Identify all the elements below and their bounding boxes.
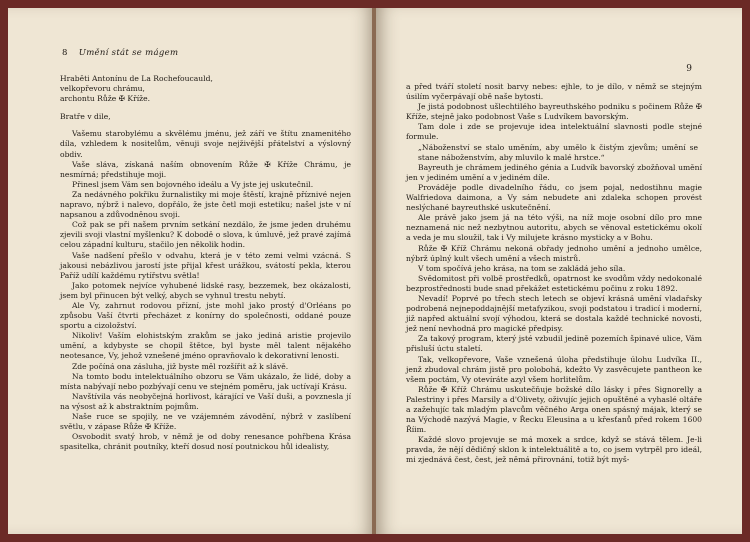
address-line: velkopřevoru chrámu, [60,84,145,94]
right-page-text [406,82,702,466]
paragraph: Vaše sláva, získaná naším obnovením Růže ✠ Kříže Chrámu, je nesmírná; předstihuje moji. [60,159,351,179]
paragraph: Jako potomek nejvíce vyhubené lidské rasy, bezzemek, bez okázalosti, jsem byl přinucen být velký, abych se vyhnul trestu nebytí. [60,280,351,300]
paragraph: Navštívila vás neobyčejná horlivost, kárající ve Vaší duši, a povznesla jí na výsost až k abstraktním pojmům. [60,391,351,411]
paragraph: Růže ✠ Kříž Chrámu uskutečňuje božské dílo lásky i přes Signorelly a Palestriny i přes Marsily a d'Olivety, oživujíc jejich opuštěné a vyhaslé oltáře a zažehujíc tak mladým plavcům věčného Arga onen spásný májak, který se na Východě nazývá Magie, v Řecku Eleusina a u křesťanů před rokem 1600 Říim. [406,384,702,435]
paragraph: Zde počíná ona zásluha, již byste měl rozšířit až k slávě. [72,361,289,371]
paragraph: Nikoliv! Vaším elohistským zrakům se jako jediná aristie projevilo umění, a kdybyste se chopil štětce, byl byste měl talent nějakého neotesance, Vy, jehož vznešené jméno opravňovalo k dekorativní lenosti. [60,331,351,361]
paragraph: Ale právě jako jsem já na této výši, na níž moje osobní dílo pro mne neznamená nic než nezbytnou autoritu, abych se věnoval estetickému okolí a veda je mu sloužil, tak i Vy milujete krásno mysticky a v Bohu. [406,213,702,243]
paragraph: Růže ✠ Kříž Chrámu nekoná obřady jednoho umění a jednoho umělce, nýbrž úplný kult všech umění a všech mistrů. [406,243,702,263]
left-page [8,8,374,534]
paragraph: Vaše nadšení přešlo v odvahu, která je v této zemi velmi vzácná. S jakousi nebázlivou jarostí jste přijal křest urážkou, svátostí pekla, kterou Paříž udílí každému rytířstvu světla! [60,250,351,280]
paragraph: Za takový program, který jsté vzbudil jedině pozemích špinavé ulice, Vám přisluší úctu staletí. [406,334,702,354]
paragraph: Vašemu starobylému a skvělému jménu, jež září ve štítu znamenitého díla, vzhledem k nositelům, věnuji svoje nejživější přátelství a výslovný obdiv. [60,129,351,159]
left-page-text [60,74,351,452]
right-page-number: 9 [686,64,692,74]
paragraph: Ale Vy, zahrnut rodovou přízní, jste mohl jako prostý d'Orléans po způsobu Vaší čtvrti přecházet z konírny do společnosti, oddané pouze sportu a cizoložství. [60,300,351,331]
paragraph: Bayreuth je chrámem jediného génia a Ludvík bavorský zbožňoval umění jen v jediném umění a v jediném díle. [406,162,702,182]
right-page [376,8,742,534]
quote: „Náboženství se stalo uměním, aby umělo k čistým zjevům; umění se stane náboženstvím, aby mluvilo k malé hrstce.“ [418,142,698,162]
paragraph: Což pak se při našem prvním setkání nezdálo, že jsme jeden druhému zjevili svoji vlastní myšlenku? K dobodě o slova, k úmluvě, jež pravé zajímá celou západní kulturu, stačilo jen několik hodin. [60,220,351,250]
paragraph: Tam dole i zde se projevuje idea intelektuální slavnosti podle stejné formule. [406,122,702,142]
paragraph: Prováděje podle divadelního řádu, co jsem pojal, nedostihnu magie Walfriedova daimona, a Vy sám nebudete ani zdaleka schopen provést neslýchané bayreuthské uskutečnění. [406,182,702,213]
left-page-number: 8 [62,48,68,58]
paragraph: Na tomto bodu intelektuálního obzoru se Vám ukázalo, že lidé, doby a místa nabývají nebo pozbývají cenu ve stejném poměru, jak uctívají Krásu. [60,371,351,391]
paragraph: Je jistá podobnost ušlechtilého bayreuthského podniku s počinem Růže ✠ Kříže, stejně jako podobnost Vaše s Ludvíkem bavorským. [406,102,702,122]
paragraph: Svědomitost při volbě prostředků, opatrnost ke svodům vždy nedokonalé bezprostřednosti bude snad překážet estetickému počinu z roku 1892. [406,273,702,293]
running-title: Umění stát se mágem [78,48,179,58]
paragraph: a před tváří století nosit barvy nebes: ejhle, to je dílo, v němž se stejným úsilím vyčerpávají obě naše bytosti. [406,82,702,102]
paragraph: Za nedávného pokřiku žurnalistiky mi moje štěstí, krajně příznivé nejen napravo, nýbrž i nalevo, dopřálo, že jste četl moji estetiku; našel jste v ní napsanou a zdůvodněnou svoji. [60,189,351,220]
address-line: archontu Růže ✠ Kříže. [60,94,151,104]
paragraph: Tak, velkopřevore, Vaše vznešená úloha předstihuje úlohu Ludvíka II., jenž zbudoval chrám jistě pro polobohá, kdežto Vy zasvěcujete pantheon ke všem poctám, Vy otevíráte azyl všem horlitelům. [406,354,702,384]
paragraph: Každé slovo projevuje se má moxek a srdce, když se stává tělem. Je-li pravda, že nějí dědičný sklon k intelektuálitě a to, co jsem vytrpěl pro ideál, mi zjednává čest, čest, jež němá přirovnání, totiž být myš- [406,435,702,465]
left-running-header [62,48,178,58]
dedication-address [60,74,351,104]
paragraph: Naše ruce se spojily, ne ve vzájemném závodění, nýbrž v zaslíbení světlu, v zápase Růže ✠ Kříže. [60,412,351,432]
paragraph: V tom spočívá jeho krása, na tom se zakládá jeho síla. [418,263,626,273]
paragraph: Osvobodit svatý hrob, v němž je od doby renesance pohřbena Krása spasitelka, chránit poutníky, kteří dosud nosí poutnickou hůl idealisty, [60,432,351,452]
paragraph: Nevadí! Poprvé po třech stech letech se objeví krásná umění vladařsky podrobená nejnepoddajnější metafyzikou, svoji podstatou i tradicí i moderní, již napřed aktuální svojí výhodou, která se dostala každé technické novosti, jež není nevhodná pro magické předpisy. [406,293,702,334]
address-line: Hraběti Antonínu de La Rochefoucauld, [60,74,213,83]
paragraph: Přinesl jsem Vám sen bojovného ideálu a Vy jste jej uskutečnil. [72,179,314,189]
salutation: Bratře v dile, [60,112,111,122]
